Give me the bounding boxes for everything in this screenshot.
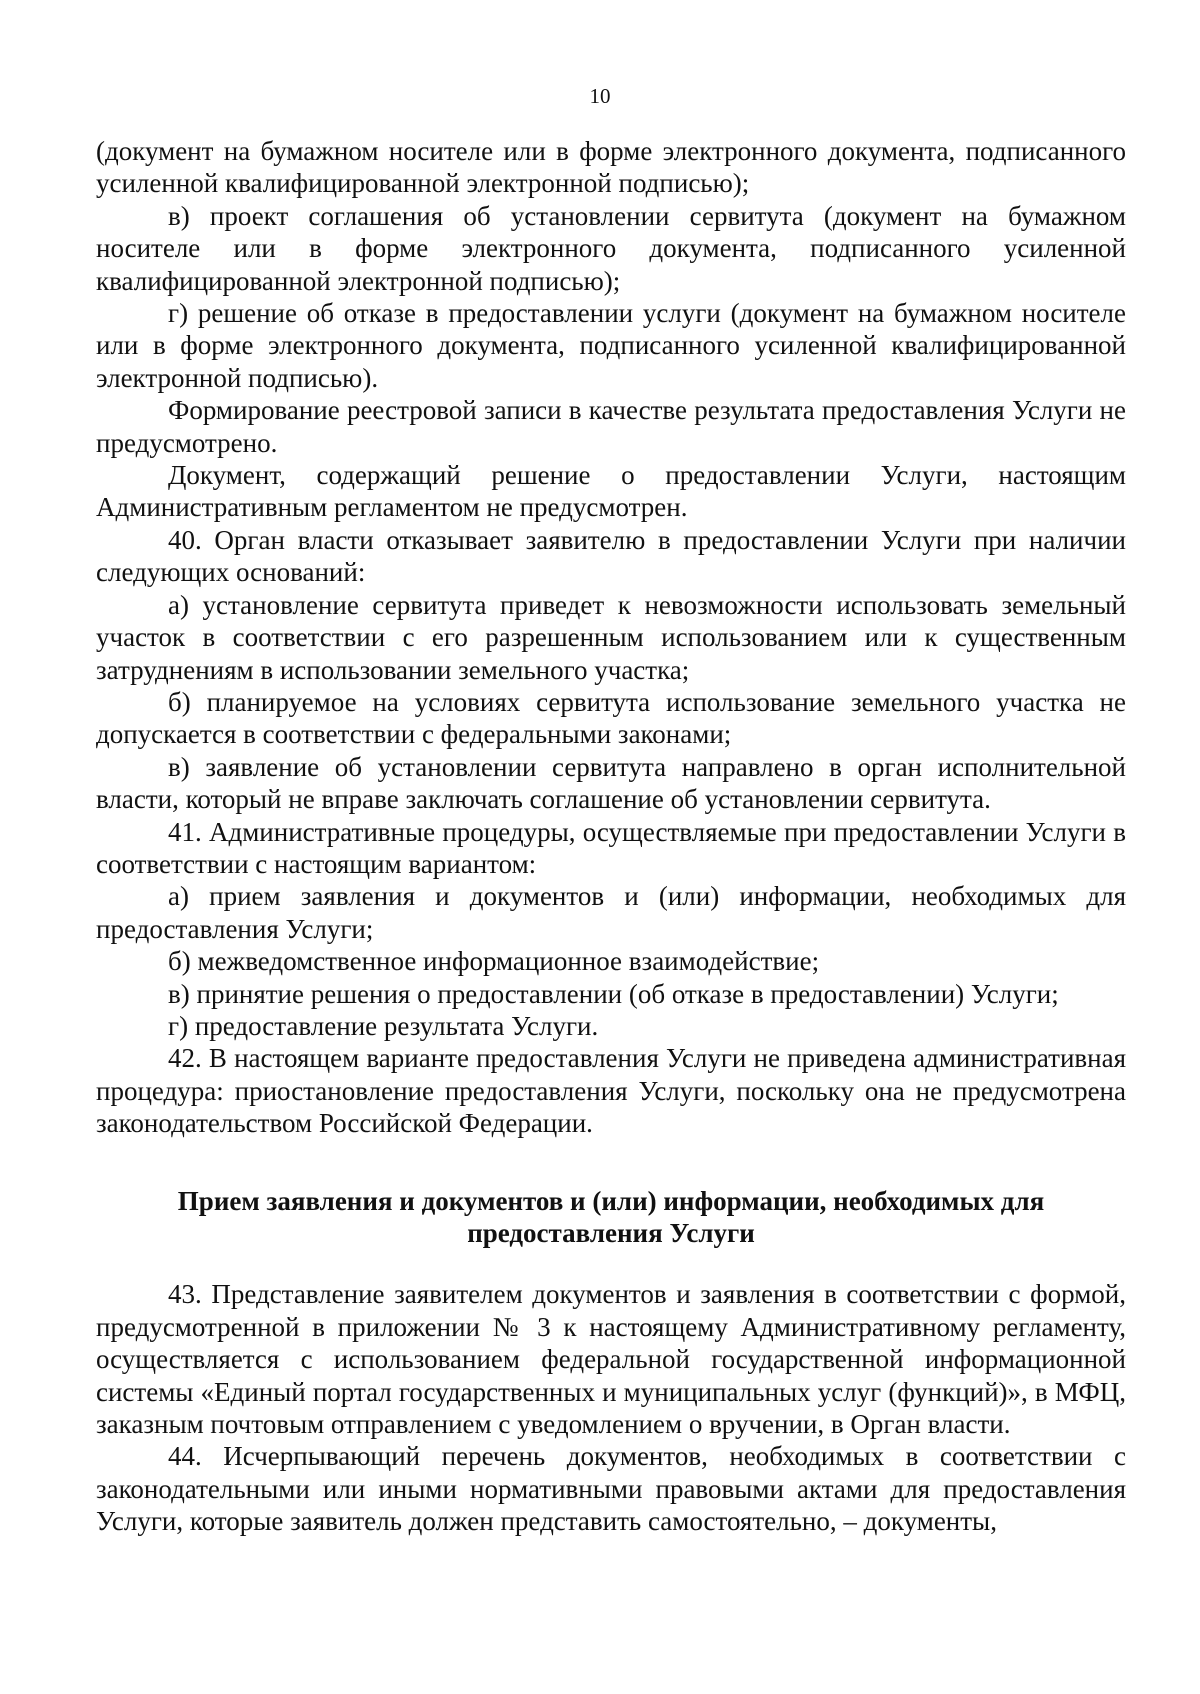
paragraph: в) принятие решения о предоставлении (об отказе в предоставлении) Услуги; xyxy=(168,978,1059,1009)
paragraph: (документ на бумажном носителе или в форме электронного документа, подписанного усиленной квалифицированной электронной подписью); xyxy=(96,136,1126,199)
section-heading xyxy=(96,1185,1126,1250)
paragraph: а) прием заявления и документов и (или) информации, необходимых для предоставления Услуги; xyxy=(96,881,1126,944)
paragraph: 43. Представление заявителем документов и заявления в соответствии с формой, предусмотренной в приложении № 3 к настоящему Административному регламенту, осуществляется с использованием федеральной государственной информационной системы «Единый портал государственных и муниципальных услуг (функций)», в МФЦ, заказным почтовым отправлением с уведомлением о вручении, в Орган власти. xyxy=(96,1279,1126,1440)
paragraph: в) заявление об установлении сервитута направлено в орган исполнительной власти, который не вправе заключать соглашение об установлении сервитута. xyxy=(96,751,1126,815)
paragraph: г) предоставление результата Услуги. xyxy=(168,1010,599,1041)
paragraph: 41. Административные процедуры, осуществляемые при предоставлении Услуги в соответствии с настоящим вариантом: xyxy=(96,816,1126,879)
paragraph: б) межведомственное информационное взаимодействие; xyxy=(168,946,820,977)
paragraph: г) решение об отказе в предоставлении услуги (документ на бумажном носителе или в форме электронного документа, подписанного усиленной квалифицированной электронной подписью). xyxy=(96,298,1126,393)
document-body xyxy=(96,135,1126,1538)
page-number: 10 xyxy=(589,84,611,108)
section-heading-line: предоставления Услуги xyxy=(467,1218,755,1248)
paragraph: в) проект соглашения об установлении сервитута (документ на бумажном носителе или в форме электронного документа, подписанного усиленной квалифицированной электронной подписью); xyxy=(96,200,1126,296)
paragraph: 44. Исчерпывающий перечень документов, необходимых в соответствии с законодательными или иными нормативными правовыми актами для предоставления Услуги, которые заявитель должен представить самостоятельно, – документы, xyxy=(96,1441,1126,1537)
paragraph: б) планируемое на условиях сервитута использование земельного участка не допускается в соответствии с федеральными законами; xyxy=(96,686,1126,750)
paragraph: Документ, содержащий решение о предоставлении Услуги, настоящим Административным регламентом не предусмотрен. xyxy=(96,460,1126,523)
paragraph: а) установление сервитута приведет к невозможности использовать земельный участок в соответствии с его разрешенным использованием или к существенным затруднениям в использовании земельного участка; xyxy=(96,589,1126,685)
paragraph: 42. В настоящем варианте предоставления Услуги не приведена административная процедура: приостановление предоставления Услуги, поскольку она не предусмотрена законодательством Российской Федерации. xyxy=(96,1043,1126,1139)
section-heading-line: Прием заявления и документов и (или) информации, необходимых для xyxy=(177,1185,1045,1216)
paragraph: 40. Орган власти отказывает заявителю в предоставлении Услуги при наличии следующих оснований: xyxy=(96,524,1126,588)
paragraph: Формирование реестровой записи в качестве результата предоставления Услуги не предусмотрено. xyxy=(96,395,1126,458)
